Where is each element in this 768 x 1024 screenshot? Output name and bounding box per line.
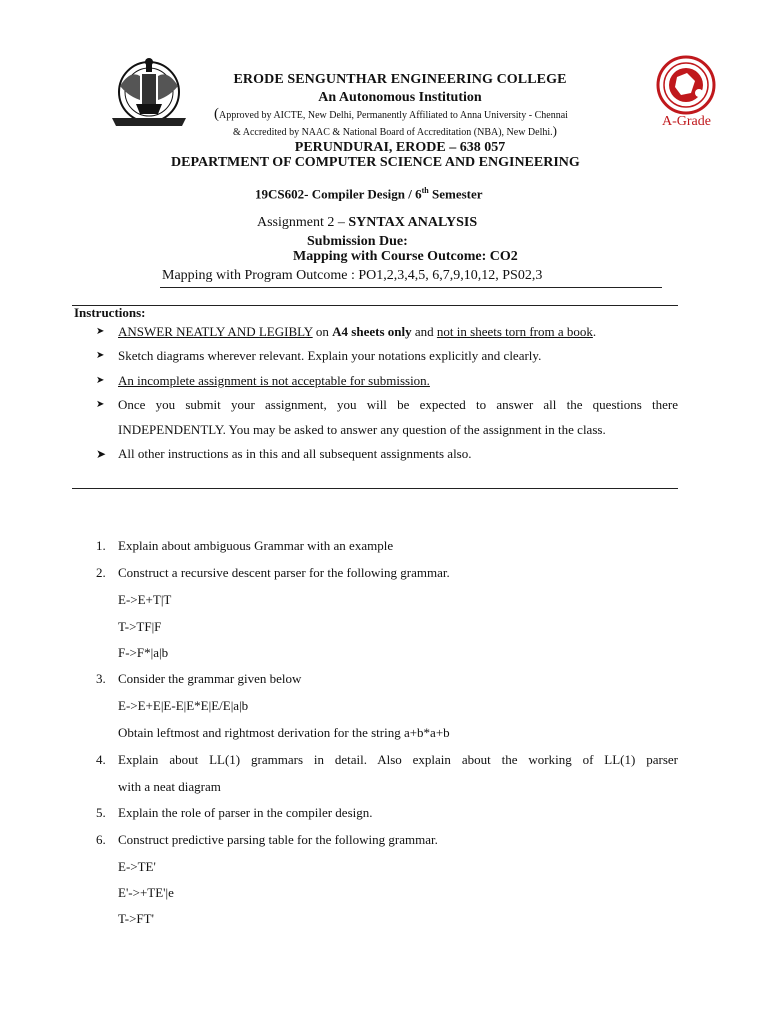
department-name: DEPARTMENT OF COMPUTER SCIENCE AND ENGINEERING bbox=[171, 155, 580, 170]
course-title bbox=[255, 186, 483, 202]
grammar-rule: T->TF|F bbox=[118, 619, 162, 634]
question-number: 6. bbox=[96, 832, 106, 847]
question-item bbox=[96, 752, 678, 768]
question-item bbox=[96, 565, 450, 581]
question-item bbox=[96, 832, 438, 848]
accreditation-text: & Accredited by NAAC & National Board of Accreditation (NBA), New Delhi. bbox=[233, 127, 553, 138]
course-outcome: Mapping with Course Outcome: CO2 bbox=[293, 249, 518, 264]
question-text: Construct predictive parsing table for the following grammar. bbox=[118, 832, 438, 847]
instruction-bold: A4 sheets only bbox=[332, 324, 412, 339]
question-text: Consider the grammar given below bbox=[118, 671, 302, 686]
instruction-text: Sketch diagrams wherever relevant. Explain your notations explicitly and clearly. bbox=[118, 348, 542, 363]
instruction-emphasis: ANSWER NEATLY AND LEGIBLY bbox=[118, 324, 313, 339]
question-number: 3. bbox=[96, 671, 106, 686]
question-number: 4. bbox=[96, 752, 106, 767]
instruction-text: Once you submit your assignment, you will be expected to answer all the questions there bbox=[118, 397, 678, 412]
arrow-bullet-icon: ➤ bbox=[96, 447, 107, 461]
question-number: 1. bbox=[96, 538, 106, 553]
accreditation-line: & Accredited by NAAC & National Board of Accreditation (NBA), New Delhi.) bbox=[233, 123, 557, 138]
instruction-text: INDEPENDENTLY. You may be asked to answer any question of the assignment in the class. bbox=[118, 422, 606, 437]
question-number: 5. bbox=[96, 805, 106, 820]
grammar-rule: E->E+T|T bbox=[118, 592, 172, 607]
arrow-bullet-icon: ➤ bbox=[96, 350, 105, 361]
instruction-emphasis: not in sheets torn from a book bbox=[436, 324, 593, 339]
arrow-bullet-icon: ➤ bbox=[96, 375, 105, 386]
instruction-part: on bbox=[312, 324, 333, 339]
divider-instructions-top bbox=[72, 305, 678, 306]
question-item bbox=[96, 671, 301, 687]
instruction-part: and bbox=[411, 324, 437, 339]
college-name: ERODE SENGUNTHAR ENGINEERING COLLEGE bbox=[233, 72, 567, 87]
instruction-text bbox=[118, 320, 596, 344]
approval-line: (Approved by AICTE, New Delhi, Permanently Affiliated to Anna University - Chennai bbox=[214, 106, 568, 122]
grammar-rule: T->FT' bbox=[118, 911, 154, 926]
course-semester: Semester bbox=[428, 186, 483, 202]
question-item bbox=[96, 805, 373, 821]
college-address: PERUNDURAI, ERODE – 638 057 bbox=[294, 140, 506, 155]
assignment-topic: SYNTAX ANALYSIS bbox=[348, 215, 478, 230]
grammar-rule: E'->+TE'|e bbox=[118, 885, 174, 900]
submission-due: Submission Due: bbox=[307, 234, 408, 249]
instruction-text: An incomplete assignment is not acceptable for submission. bbox=[118, 373, 430, 388]
divider-instructions-bottom bbox=[72, 488, 678, 489]
assignment-prefix: Assignment 2 – bbox=[257, 215, 349, 230]
grammar-rule: E->TE' bbox=[118, 859, 156, 874]
divider-top bbox=[160, 287, 662, 288]
autonomous-status: An Autonomous Institution bbox=[318, 90, 482, 105]
instruction-text: All other instructions as in this and all subsequent assignments also. bbox=[118, 446, 472, 461]
arrow-bullet-icon: ➤ bbox=[96, 326, 105, 337]
question-text: Explain the role of parser in the compiler design. bbox=[118, 805, 373, 820]
grammar-rule: E->E+E|E-E|E*E|E/E|a|b bbox=[118, 698, 249, 713]
question-subtext: Obtain leftmost and rightmost derivation for the string a+b*a+b bbox=[118, 725, 450, 740]
question-number: 2. bbox=[96, 565, 106, 580]
course-sup: th bbox=[421, 186, 429, 195]
question-text: Construct a recursive descent parser for the following grammar. bbox=[118, 565, 450, 580]
arrow-bullet-icon: ➤ bbox=[96, 399, 105, 410]
assignment-title bbox=[257, 215, 477, 231]
approval-text: Approved by AICTE, New Delhi, Permanently Affiliated to Anna University - Chennai bbox=[219, 110, 568, 121]
instruction-part: . bbox=[592, 324, 597, 339]
program-outcome: Mapping with Program Outcome : PO1,2,3,4,5, 6,7,9,10,12, PS02,3 bbox=[162, 268, 543, 283]
grade-label: A-Grade bbox=[662, 114, 711, 129]
instructions-title: Instructions: bbox=[74, 305, 146, 320]
grammar-rule: F->F*|a|b bbox=[118, 645, 169, 660]
course-code: 19CS602- Compiler Design / 6 bbox=[255, 186, 422, 202]
question-text: Explain about ambiguous Grammar with an example bbox=[118, 538, 394, 553]
question-subtext: with a neat diagram bbox=[118, 779, 221, 794]
question-text: Explain about LL(1) grammars in detail. Also explain about the working of LL(1) parser bbox=[118, 752, 678, 767]
question-item bbox=[96, 538, 393, 554]
